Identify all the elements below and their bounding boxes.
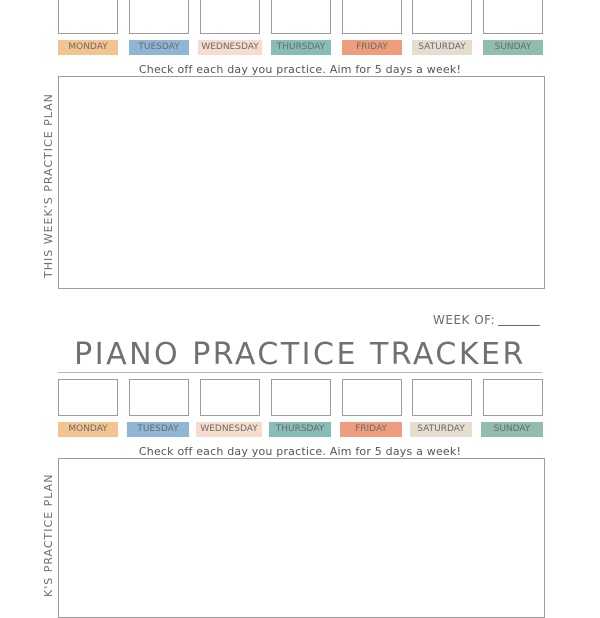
day-label-monday-top: MONDAY [58, 40, 118, 55]
page-title: PIANO PRACTICE TRACKER [74, 337, 526, 372]
day-label-monday: MONDAY [58, 422, 118, 437]
day-label-thursday: THURSDAY [269, 422, 331, 437]
week-of-blank-line[interactable] [498, 325, 540, 326]
day-label-sunday: SUNDAY [481, 422, 543, 437]
checkbox-monday-top[interactable] [58, 0, 118, 34]
checkbox-thursday[interactable] [271, 379, 331, 416]
checkbox-sunday-top[interactable] [483, 0, 543, 34]
checkbox-wednesday-top[interactable] [200, 0, 260, 34]
title-divider [58, 372, 542, 373]
day-label-friday-top: FRIDAY [342, 40, 402, 55]
practice-plan-box[interactable] [58, 458, 545, 618]
checkbox-thursday-top[interactable] [271, 0, 331, 34]
checkbox-tuesday[interactable] [129, 379, 189, 416]
checkbox-wednesday[interactable] [200, 379, 260, 416]
checkbox-tuesday-top[interactable] [129, 0, 189, 34]
instruction-text: Check off each day you practice. Aim for 5 days a week! [138, 445, 462, 458]
day-label-sunday-top: SUNDAY [483, 40, 543, 55]
checkbox-saturday-top[interactable] [412, 0, 472, 34]
day-label-tuesday-top: TUESDAY [129, 40, 189, 55]
day-label-saturday-top: SATURDAY [412, 40, 472, 55]
practice-plan-label-top: THIS WEEK'S PRACTICE PLAN [42, 93, 55, 278]
day-label-thursday-top: THURSDAY [271, 40, 331, 55]
practice-plan-label: K'S PRACTICE PLAN [42, 473, 55, 597]
checkbox-saturday[interactable] [412, 379, 472, 416]
checkbox-friday-top[interactable] [342, 0, 402, 34]
week-of-label: WEEK OF: [433, 313, 496, 327]
checkbox-sunday[interactable] [483, 379, 543, 416]
day-label-wednesday-top: WEDNESDAY [198, 40, 262, 55]
week-of [433, 313, 540, 327]
practice-plan-box-top[interactable] [58, 76, 545, 289]
instruction-text-top: Check off each day you practice. Aim for 5 days a week! [138, 63, 462, 76]
checkbox-friday[interactable] [342, 379, 402, 416]
checkbox-monday[interactable] [58, 379, 118, 416]
day-label-friday: FRIDAY [340, 422, 402, 437]
day-label-wednesday: WEDNESDAY [196, 422, 262, 437]
day-label-saturday: SATURDAY [410, 422, 472, 437]
day-label-tuesday: TUESDAY [127, 422, 189, 437]
